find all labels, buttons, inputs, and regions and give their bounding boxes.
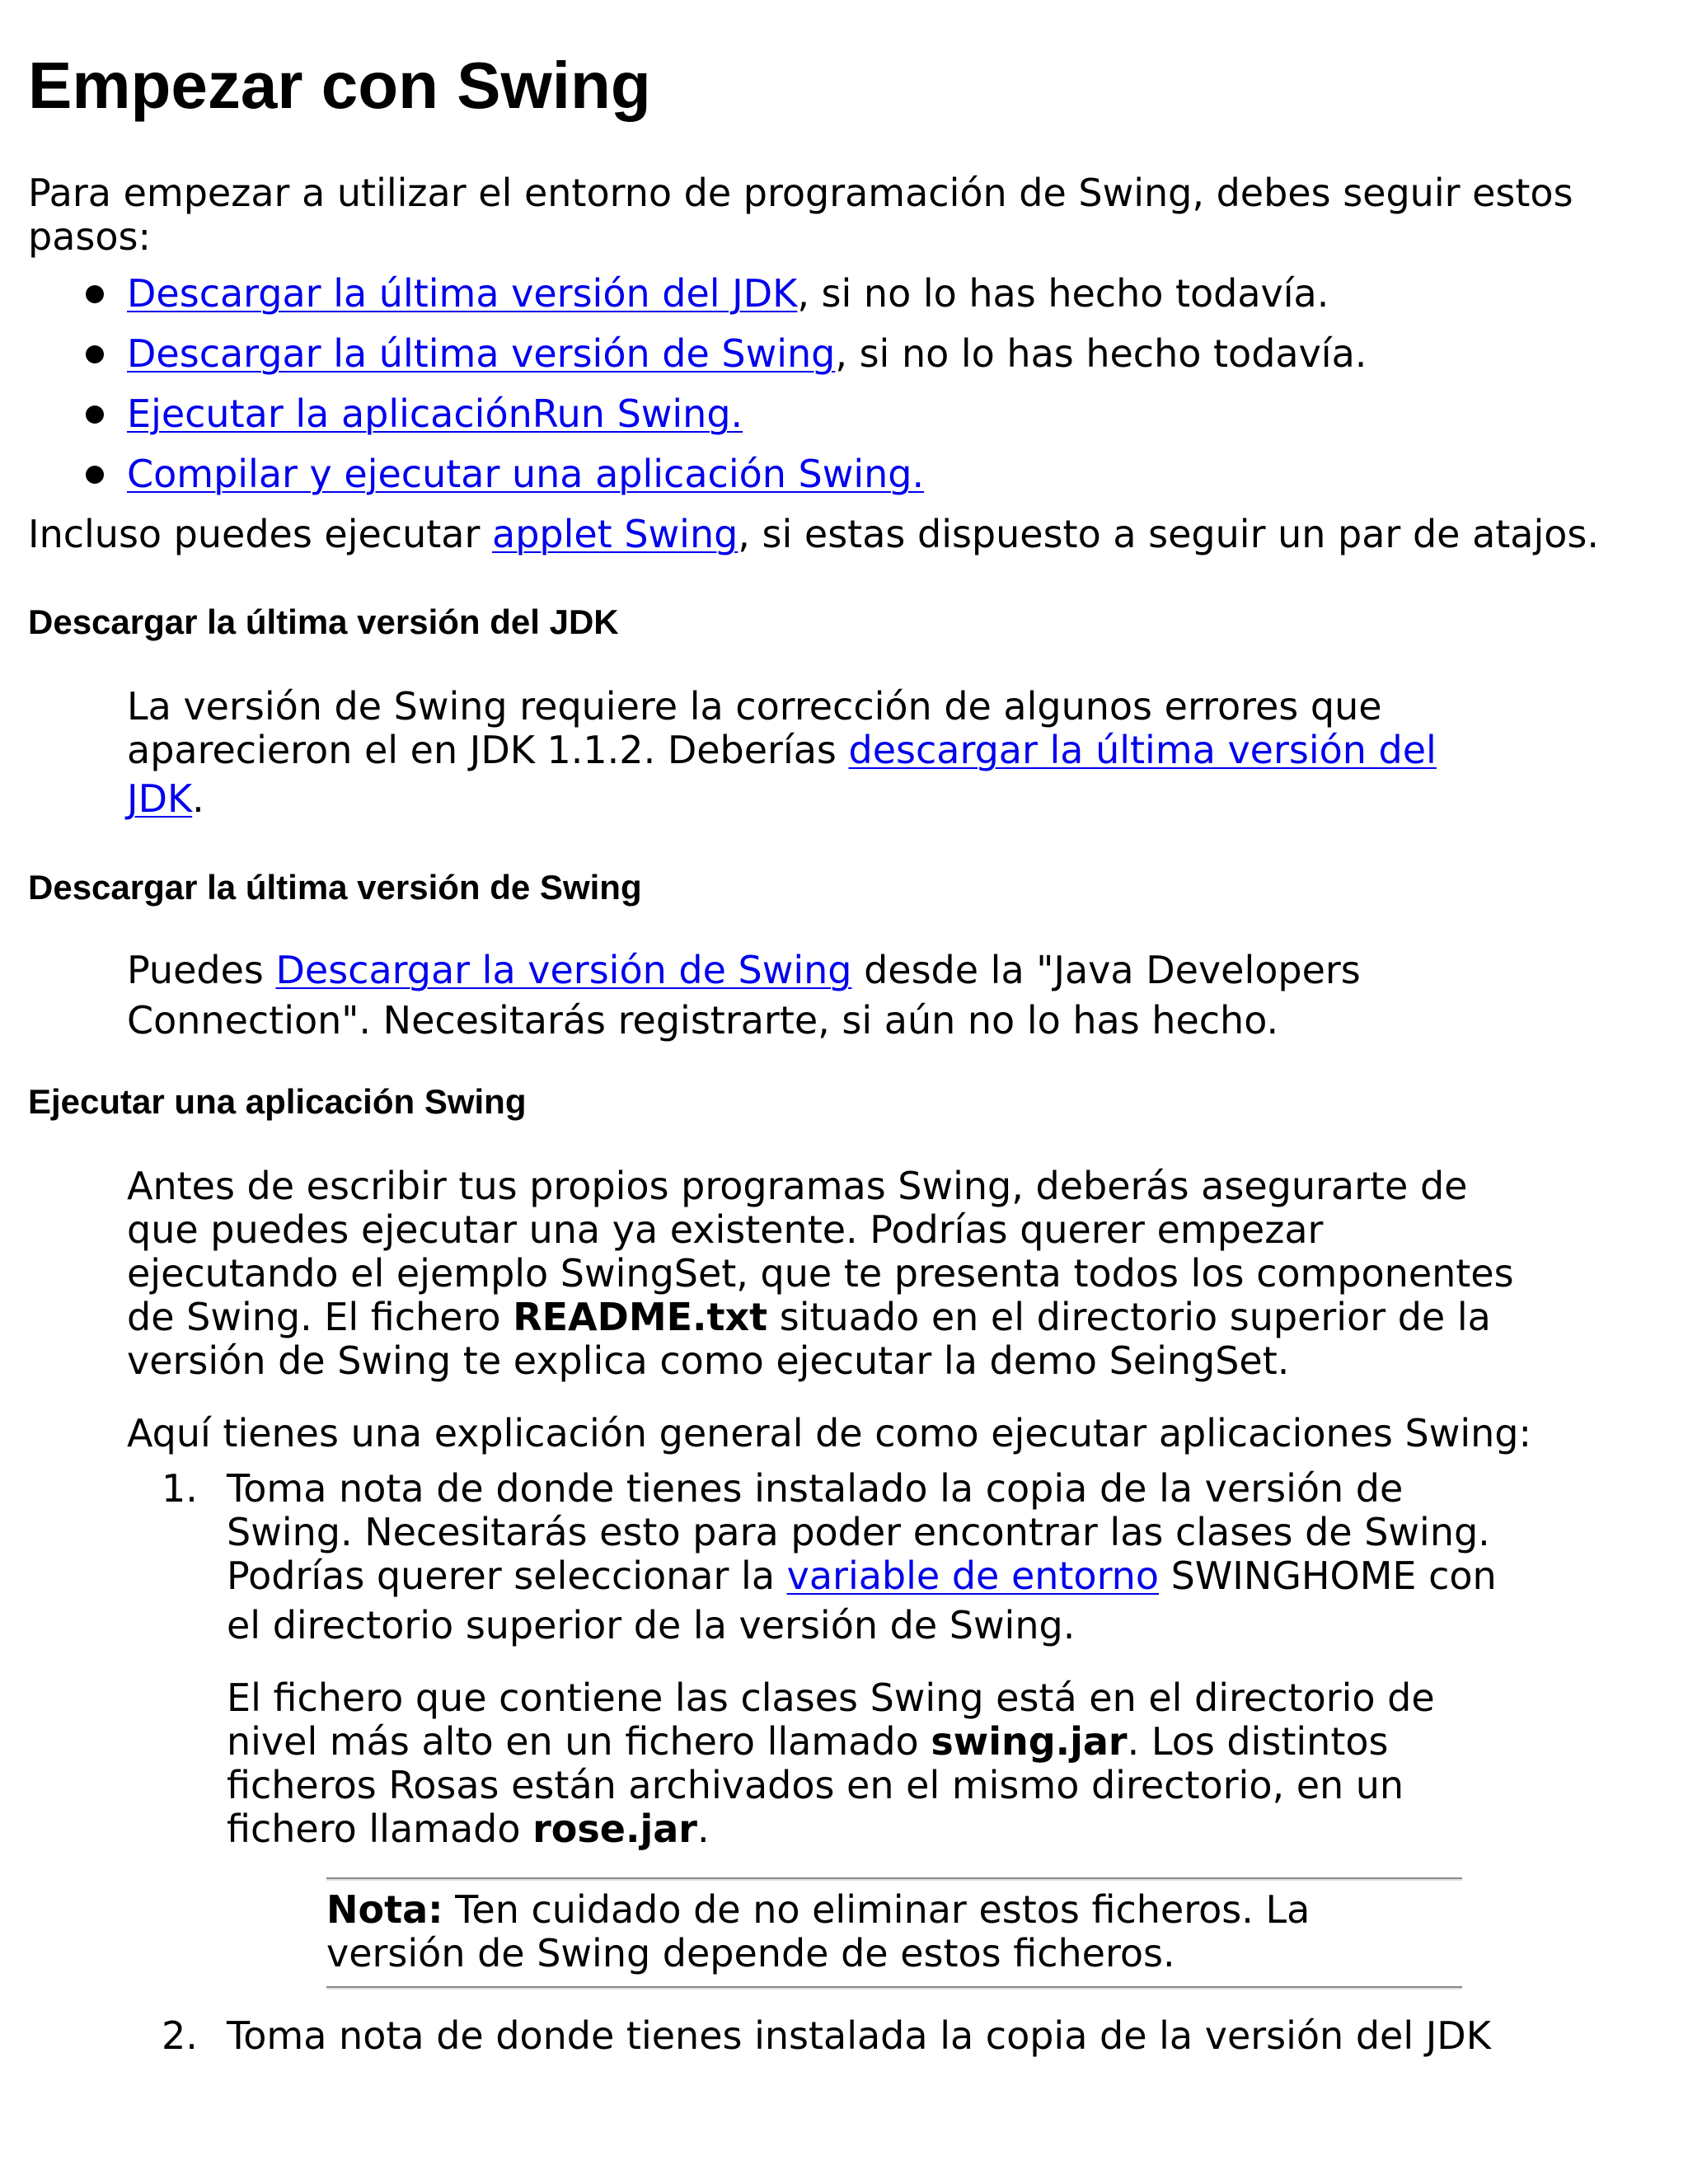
note-rule-top	[326, 1877, 1462, 1881]
ordered-item-text: Toma nota de donde tienes instalada la copia de la versión del JDK	[227, 2013, 1491, 2058]
list-item-text: , si no lo has hecho todavía.	[797, 271, 1329, 316]
section-heading-jdk: Descargar la última versión del JDK	[28, 602, 619, 641]
list-number: 1.	[162, 1466, 198, 1511]
bullet-marker	[86, 466, 104, 484]
list-item	[127, 452, 924, 496]
section-text: aparecieron el en JDK 1.1.2. Deberías descargar la última versión del	[127, 728, 1437, 772]
applet-text: Incluso puedes ejecutar applet Swing, si estas dispuesto a seguir un par de atajos.	[28, 512, 1599, 556]
section-text: Aquí tienes una explicación general de como ejecutar aplicaciones Swing:	[127, 1411, 1531, 1455]
section-text: La versión de Swing requiere la corrección de algunos errores que	[127, 684, 1382, 729]
filename-swing-jar: swing.jar	[931, 1719, 1128, 1764]
note-text: versión de Swing depende de estos ficheros.	[326, 1931, 1175, 1975]
page-title: Empezar con Swing	[28, 49, 651, 122]
section-text: Antes de escribir tus propios programas Swing, deberás asegurarte de	[127, 1164, 1468, 1208]
section-heading-swing: Descargar la última versión de Swing	[28, 868, 642, 907]
link-applet-swing[interactable]: applet Swing	[492, 512, 738, 556]
ordered-item-text: nivel más alto en un fichero llamado swing.jar. Los distintos	[227, 1719, 1389, 1764]
link-download-swing[interactable]: Descargar la última versión de Swing	[127, 331, 836, 376]
note-text: Nota: Ten cuidado de no eliminar estos ficheros. La	[326, 1887, 1311, 1932]
filename-readme: README.txt	[513, 1295, 768, 1339]
link-download-jdk[interactable]: Descargar la última versión del JDK	[127, 271, 798, 316]
bullet-marker	[86, 285, 104, 303]
ordered-item-text: El fichero que contiene las clases Swing está en el directorio de	[227, 1675, 1435, 1720]
list-item	[127, 332, 1367, 376]
ordered-item-text: Toma nota de donde tienes instalado la copia de la versión de	[227, 1466, 1404, 1511]
link-download-swing-inline[interactable]: Descargar la versión de Swing	[275, 948, 852, 992]
section-text: versión de Swing te explica como ejecutar la demo SeingSet.	[127, 1338, 1290, 1383]
filename-rose-jar: rose.jar	[532, 1807, 697, 1851]
section-heading-run: Ejecutar una aplicación Swing	[28, 1082, 527, 1121]
bullet-marker	[86, 405, 104, 424]
link-run-swing[interactable]: Ejecutar la aplicaciónRun Swing.	[127, 391, 743, 436]
note-rule-bottom	[326, 1986, 1462, 1990]
list-item	[127, 392, 743, 436]
note-label: Nota:	[326, 1887, 443, 1932]
link-compile-swing[interactable]: Compilar y ejecutar una aplicación Swing.	[127, 452, 925, 496]
ordered-item-text: ficheros Rosas están archivados en el mismo directorio, en un	[227, 1763, 1404, 1807]
link-environment-variable[interactable]: variable de entorno	[786, 1554, 1159, 1598]
ordered-item-text: Podrías querer seleccionar la variable de entorno SWINGHOME con	[227, 1554, 1497, 1598]
intro-text: Para empezar a utilizar el entorno de programación de Swing, debes seguir estos pasos:	[28, 171, 1573, 259]
link-download-jdk-inline-2[interactable]: JDK	[127, 776, 193, 821]
link-download-jdk-inline[interactable]: descargar la última versión del	[848, 728, 1437, 772]
ordered-item-text: Swing. Necesitarás esto para poder encontrar las clases de Swing.	[227, 1510, 1490, 1554]
list-item-text: , si no lo has hecho todavía.	[835, 331, 1367, 376]
ordered-item-text: fichero llamado rose.jar.	[227, 1807, 710, 1851]
ordered-item-text: el directorio superior de la versión de Swing.	[227, 1603, 1076, 1647]
list-number: 2.	[162, 2013, 198, 2058]
list-item	[127, 272, 1329, 316]
section-text: Connection". Necesitarás registrarte, si aún no lo has hecho.	[127, 998, 1279, 1043]
section-text: ejecutando el ejemplo SwingSet, que te presenta todos los componentes	[127, 1251, 1514, 1296]
section-text: que puedes ejecutar una ya existente. Podrías querer empezar	[127, 1207, 1324, 1252]
section-text: JDK.	[127, 776, 204, 821]
section-text: de Swing. El fichero README.txt situado en el directorio superior de la	[127, 1295, 1491, 1339]
bullet-marker	[86, 345, 104, 363]
section-text: Puedes Descargar la versión de Swing desde la "Java Developers	[127, 948, 1361, 992]
